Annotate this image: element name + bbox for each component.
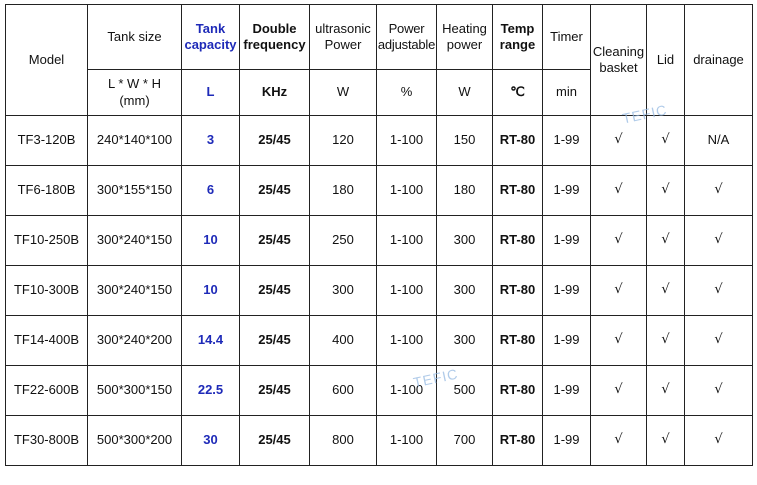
- cell-basket: √: [591, 316, 647, 366]
- table-row: [6, 216, 753, 266]
- cell-drainage: √: [685, 266, 753, 316]
- cell-drainage: N/A: [685, 116, 753, 166]
- unit-ultrasonic-power: W: [310, 70, 377, 116]
- cell-drainage: √: [685, 316, 753, 366]
- header-tank-size: Tank size: [88, 5, 182, 70]
- unit-temp-range: ℃: [493, 70, 543, 116]
- header-lid: Lid: [647, 5, 685, 116]
- cell-temp-range: RT-80: [493, 216, 543, 266]
- cell-temp-range: RT-80: [493, 416, 543, 466]
- cell-ultrasonic-power: 600: [310, 366, 377, 416]
- cell-timer: 1-99: [543, 266, 591, 316]
- cell-lid: √: [647, 266, 685, 316]
- cell-size: 300*240*150: [88, 216, 182, 266]
- cell-model: TF14-400B: [6, 316, 88, 366]
- table-row: [6, 266, 753, 316]
- cell-heating-power: 300: [437, 316, 493, 366]
- unit-timer: min: [543, 70, 591, 116]
- cell-model: TF3-120B: [6, 116, 88, 166]
- cell-basket: √: [591, 216, 647, 266]
- header-temp-range: Temp range: [493, 5, 543, 70]
- cell-basket: √: [591, 116, 647, 166]
- cell-drainage: √: [685, 366, 753, 416]
- unit-tank-capacity: L: [182, 70, 240, 116]
- header-model: Model: [6, 5, 88, 116]
- table-row: [6, 166, 753, 216]
- cell-power-adjustable: 1-100: [377, 216, 437, 266]
- cell-heating-power: 150: [437, 116, 493, 166]
- cell-model: TF6-180B: [6, 166, 88, 216]
- cell-timer: 1-99: [543, 416, 591, 466]
- cell-temp-range: RT-80: [493, 166, 543, 216]
- header-timer: Timer: [543, 5, 591, 70]
- cell-temp-range: RT-80: [493, 316, 543, 366]
- cell-frequency: 25/45: [240, 216, 310, 266]
- cell-frequency: 25/45: [240, 166, 310, 216]
- cell-size: 300*240*150: [88, 266, 182, 316]
- cell-capacity: 10: [182, 216, 240, 266]
- header-double-frequency: Double frequency: [240, 5, 310, 70]
- header-cleaning-basket: Cleaning basket: [591, 5, 647, 116]
- unit-tank-size: L * W * H (mm): [88, 70, 182, 116]
- cell-ultrasonic-power: 250: [310, 216, 377, 266]
- cell-lid: √: [647, 166, 685, 216]
- cell-temp-range: RT-80: [493, 116, 543, 166]
- cell-power-adjustable: 1-100: [377, 316, 437, 366]
- cell-power-adjustable: 1-100: [377, 416, 437, 466]
- cell-model: TF10-250B: [6, 216, 88, 266]
- cell-lid: √: [647, 216, 685, 266]
- cell-power-adjustable: 1-100: [377, 166, 437, 216]
- cell-lid: √: [647, 116, 685, 166]
- header-tank-capacity: Tank capacity: [182, 5, 240, 70]
- header-heating-power: Heating power: [437, 5, 493, 70]
- cell-heating-power: 700: [437, 416, 493, 466]
- cell-capacity: 14.4: [182, 316, 240, 366]
- cell-timer: 1-99: [543, 366, 591, 416]
- cell-model: TF30-800B: [6, 416, 88, 466]
- cell-heating-power: 300: [437, 216, 493, 266]
- cell-size: 300*155*150: [88, 166, 182, 216]
- cell-temp-range: RT-80: [493, 266, 543, 316]
- cell-power-adjustable: 1-100: [377, 266, 437, 316]
- cell-lid: √: [647, 366, 685, 416]
- watermark-text: TEFIC: [411, 365, 460, 391]
- header-ultrasonic-power: ultrasonic Power: [310, 5, 377, 70]
- cell-drainage: √: [685, 416, 753, 466]
- cell-heating-power: 500: [437, 366, 493, 416]
- cell-basket: √: [591, 366, 647, 416]
- cell-capacity: 6: [182, 166, 240, 216]
- cell-lid: √: [647, 316, 685, 366]
- cell-frequency: 25/45: [240, 316, 310, 366]
- cell-drainage: √: [685, 216, 753, 266]
- cell-ultrasonic-power: 120: [310, 116, 377, 166]
- cell-basket: √: [591, 416, 647, 466]
- unit-heating-power: W: [437, 70, 493, 116]
- table-row: [6, 366, 753, 416]
- cell-timer: 1-99: [543, 216, 591, 266]
- cell-basket: √: [591, 166, 647, 216]
- cell-model: TF10-300B: [6, 266, 88, 316]
- cell-capacity: 10: [182, 266, 240, 316]
- table-row: [6, 416, 753, 466]
- cell-timer: 1-99: [543, 116, 591, 166]
- unit-double-frequency: KHz: [240, 70, 310, 116]
- cell-ultrasonic-power: 300: [310, 266, 377, 316]
- cell-size: 240*140*100: [88, 116, 182, 166]
- cell-frequency: 25/45: [240, 116, 310, 166]
- cell-heating-power: 300: [437, 266, 493, 316]
- cell-heating-power: 180: [437, 166, 493, 216]
- watermark-text: TEFIC: [620, 101, 669, 127]
- cell-frequency: 25/45: [240, 366, 310, 416]
- header-power-adjustable: Power adjustable: [377, 5, 437, 70]
- header-row: [6, 5, 753, 70]
- cell-timer: 1-99: [543, 316, 591, 366]
- cell-drainage: √: [685, 166, 753, 216]
- cell-basket: √: [591, 266, 647, 316]
- cell-capacity: 3: [182, 116, 240, 166]
- table-row: [6, 316, 753, 366]
- cell-frequency: 25/45: [240, 416, 310, 466]
- cell-capacity: 22.5: [182, 366, 240, 416]
- cell-ultrasonic-power: 800: [310, 416, 377, 466]
- unit-power-adjustable: %: [377, 70, 437, 116]
- cell-capacity: 30: [182, 416, 240, 466]
- spec-table: [5, 4, 753, 466]
- cell-size: 300*240*200: [88, 316, 182, 366]
- cell-size: 500*300*150: [88, 366, 182, 416]
- header-drainage: drainage: [685, 5, 753, 116]
- cell-ultrasonic-power: 180: [310, 166, 377, 216]
- cell-ultrasonic-power: 400: [310, 316, 377, 366]
- cell-model: TF22-600B: [6, 366, 88, 416]
- cell-timer: 1-99: [543, 166, 591, 216]
- cell-temp-range: RT-80: [493, 366, 543, 416]
- cell-power-adjustable: 1-100: [377, 116, 437, 166]
- cell-power-adjustable: 1-100: [377, 366, 437, 416]
- cell-lid: √: [647, 416, 685, 466]
- cell-frequency: 25/45: [240, 266, 310, 316]
- cell-size: 500*300*200: [88, 416, 182, 466]
